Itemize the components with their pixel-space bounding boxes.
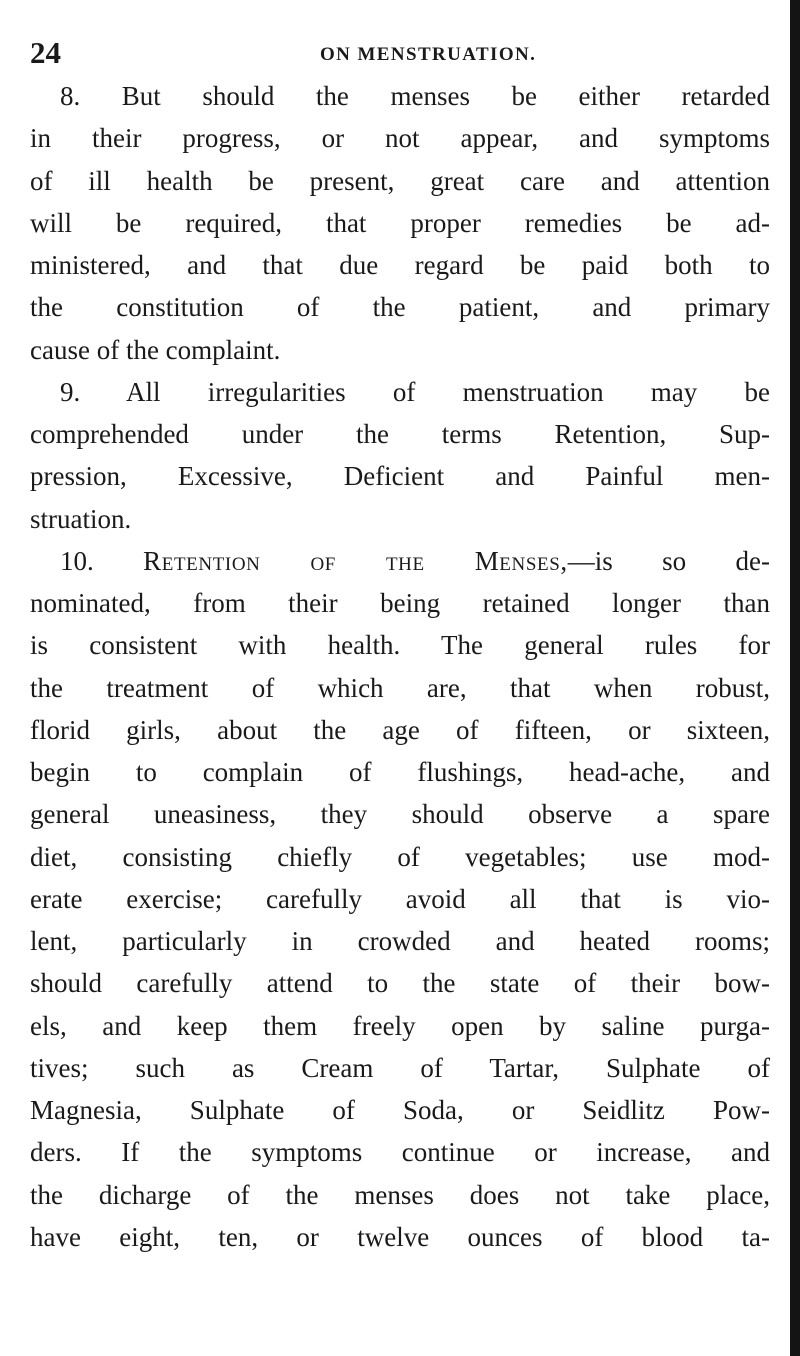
text-line: have eight, ten, or twelve ounces of blood ta- (30, 1221, 770, 1252)
text-line: erate exercise; carefully avoid all that is vio- (30, 883, 770, 914)
text-line: comprehended under the terms Retention, Sup- (30, 419, 770, 449)
section-heading: Retention of the Menses, (143, 545, 568, 576)
text-line: lent, particularly in crowded and heated rooms; (30, 926, 770, 956)
page-edge-shadow (790, 0, 800, 1356)
text-line: of ill health be present, great care and attention (30, 165, 770, 196)
text-line: 8. But should the menses be either retarded (60, 81, 770, 111)
body-text (30, 75, 770, 1258)
text-line: struation. (30, 503, 132, 534)
text-line: tives; such as Cream of Tartar, Sulphate of (30, 1052, 770, 1083)
text-line: diet, consisting chiefly of vegetables; use mod- (30, 841, 770, 872)
text-line: general uneasiness, they should observe a spare (30, 799, 770, 830)
text-line: cause of the complaint. (30, 334, 281, 365)
text-line: in their progress, or not appear, and symptoms (30, 123, 770, 154)
text-line: will be required, that proper remedies be ad- (30, 207, 770, 238)
text-line: ministered, and that due regard be paid both to (30, 250, 770, 280)
text-line: pression, Excessive, Deficient and Painful men- (30, 461, 770, 492)
section-heading-line (30, 540, 770, 582)
text-line: should carefully attend to the state of their bow- (30, 968, 770, 999)
text-line: nominated, from their being retained longer than (30, 588, 770, 618)
text-line: ders. If the symptoms continue or increase, and (30, 1137, 770, 1168)
text-line: is consistent with health. The general rules for (30, 630, 770, 661)
text-line: the constitution of the patient, and primary (30, 292, 770, 323)
text-line: the dicharge of the menses does not take place, (30, 1179, 770, 1210)
text-line: florid girls, about the age of fifteen, or sixteen, (30, 714, 770, 745)
text-line: the treatment of which are, that when robust, (30, 672, 770, 703)
text-line: Magnesia, Sulphate of Soda, or Seidlitz Pow- (30, 1095, 770, 1125)
text-line: els, and keep them freely open by saline purga- (30, 1010, 770, 1041)
running-title: ON MENSTRUATION. (320, 44, 537, 65)
section-number: 10. (60, 545, 94, 576)
section-heading-tail: —is so de- (567, 545, 771, 576)
page-number: 24 (30, 35, 61, 70)
text-line: begin to complain of flushings, head-ache, and (30, 757, 770, 787)
running-head (30, 36, 765, 70)
text-line: 9. All irregularities of menstruation may be (60, 376, 770, 407)
